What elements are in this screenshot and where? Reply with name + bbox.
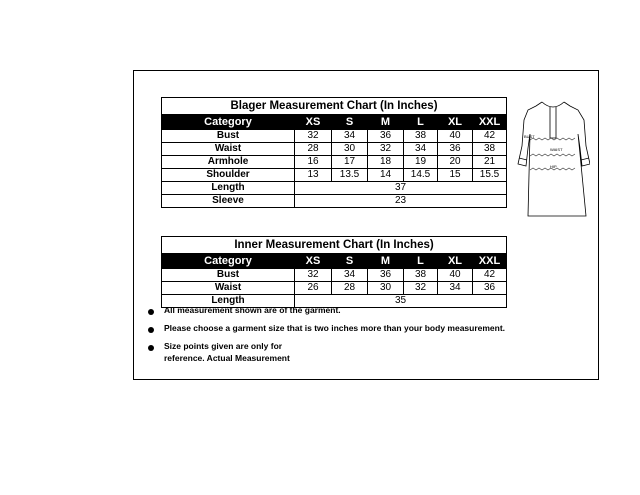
column-header: L (404, 254, 438, 269)
table-cell: 40 (438, 269, 473, 282)
table-cell: 19 (404, 156, 438, 169)
row-label: Shoulder (162, 169, 295, 182)
bullet-icon (148, 345, 154, 351)
table-cell: 36 (368, 269, 404, 282)
table-cell: 34 (404, 143, 438, 156)
column-header: XL (438, 115, 473, 130)
table-cell: 28 (295, 143, 332, 156)
row-label: Waist (162, 143, 295, 156)
column-header: Category (162, 115, 295, 130)
column-header: L (404, 115, 438, 130)
table-cell: 32 (295, 269, 332, 282)
table-row (162, 156, 507, 169)
table-cell: 40 (438, 130, 473, 143)
table-cell: 35 (295, 295, 507, 308)
column-header: XXL (473, 254, 507, 269)
bullet-icon (148, 309, 154, 315)
note-text: All measurement shown are of the garment. (164, 305, 341, 315)
table-row (162, 182, 507, 195)
bust-label: BUST (524, 134, 535, 139)
table-cell: 32 (404, 282, 438, 295)
table-cell: 14 (368, 169, 404, 182)
column-header: XS (295, 115, 332, 130)
waist-label: WAIST (550, 147, 563, 152)
table-cell: 16 (295, 156, 332, 169)
column-header: M (368, 254, 404, 269)
table-cell: 32 (295, 130, 332, 143)
table-cell: 17 (332, 156, 368, 169)
blager-table-title: Blager Measurement Chart (In Inches) (162, 98, 507, 115)
blager-measurement-table (161, 97, 507, 208)
table-cell: 34 (438, 282, 473, 295)
row-label: Length (162, 182, 295, 195)
table-cell: 38 (404, 269, 438, 282)
note-text: Size points given are only for (164, 341, 283, 351)
table-header-row (162, 254, 507, 269)
row-label: Sleeve (162, 195, 295, 208)
table-header-row (162, 115, 507, 130)
table-row (162, 130, 507, 143)
note-text: Please choose a garment size that is two inches more than your body measurement. (164, 323, 506, 333)
row-label: Bust (162, 130, 295, 143)
table-row (162, 269, 507, 282)
table-cell: 26 (295, 282, 332, 295)
table-cell: 37 (295, 182, 507, 195)
table-cell: 30 (332, 143, 368, 156)
column-header: Category (162, 254, 295, 269)
table-cell: 32 (368, 143, 404, 156)
column-header: XS (295, 254, 332, 269)
column-header: S (332, 254, 368, 269)
inner-measurement-table (161, 236, 507, 308)
row-label: Bust (162, 269, 295, 282)
table-cell: 34 (332, 130, 368, 143)
table-cell: 42 (473, 269, 507, 282)
note-text: reference. Actual Measurement (164, 353, 290, 363)
table-cell: 21 (473, 156, 507, 169)
table-cell: 38 (473, 143, 507, 156)
table-row (162, 143, 507, 156)
hip-label: HIP (550, 164, 557, 169)
column-header: S (332, 115, 368, 130)
inner-table-title: Inner Measurement Chart (In Inches) (162, 237, 507, 254)
table-cell: 36 (473, 282, 507, 295)
table-cell: 28 (332, 282, 368, 295)
column-header: M (368, 115, 404, 130)
table-cell: 36 (368, 130, 404, 143)
row-label: Armhole (162, 156, 295, 169)
row-label: Length (162, 295, 295, 308)
kurti-garment-icon (514, 98, 590, 220)
table-cell: 34 (332, 269, 368, 282)
bullet-icon (148, 327, 154, 333)
table-row (162, 282, 507, 295)
table-cell: 38 (404, 130, 438, 143)
table-cell: 18 (368, 156, 404, 169)
table-cell: 15 (438, 169, 473, 182)
table-cell: 13 (295, 169, 332, 182)
column-header: XL (438, 254, 473, 269)
column-header: XXL (473, 115, 507, 130)
table-cell: 30 (368, 282, 404, 295)
table-cell: 15.5 (473, 169, 507, 182)
row-label: Waist (162, 282, 295, 295)
table-row (162, 195, 507, 208)
table-row (162, 169, 507, 182)
table-cell: 42 (473, 130, 507, 143)
table-cell: 20 (438, 156, 473, 169)
table-cell: 23 (295, 195, 507, 208)
table-cell: 13.5 (332, 169, 368, 182)
table-cell: 14.5 (404, 169, 438, 182)
table-cell: 36 (438, 143, 473, 156)
